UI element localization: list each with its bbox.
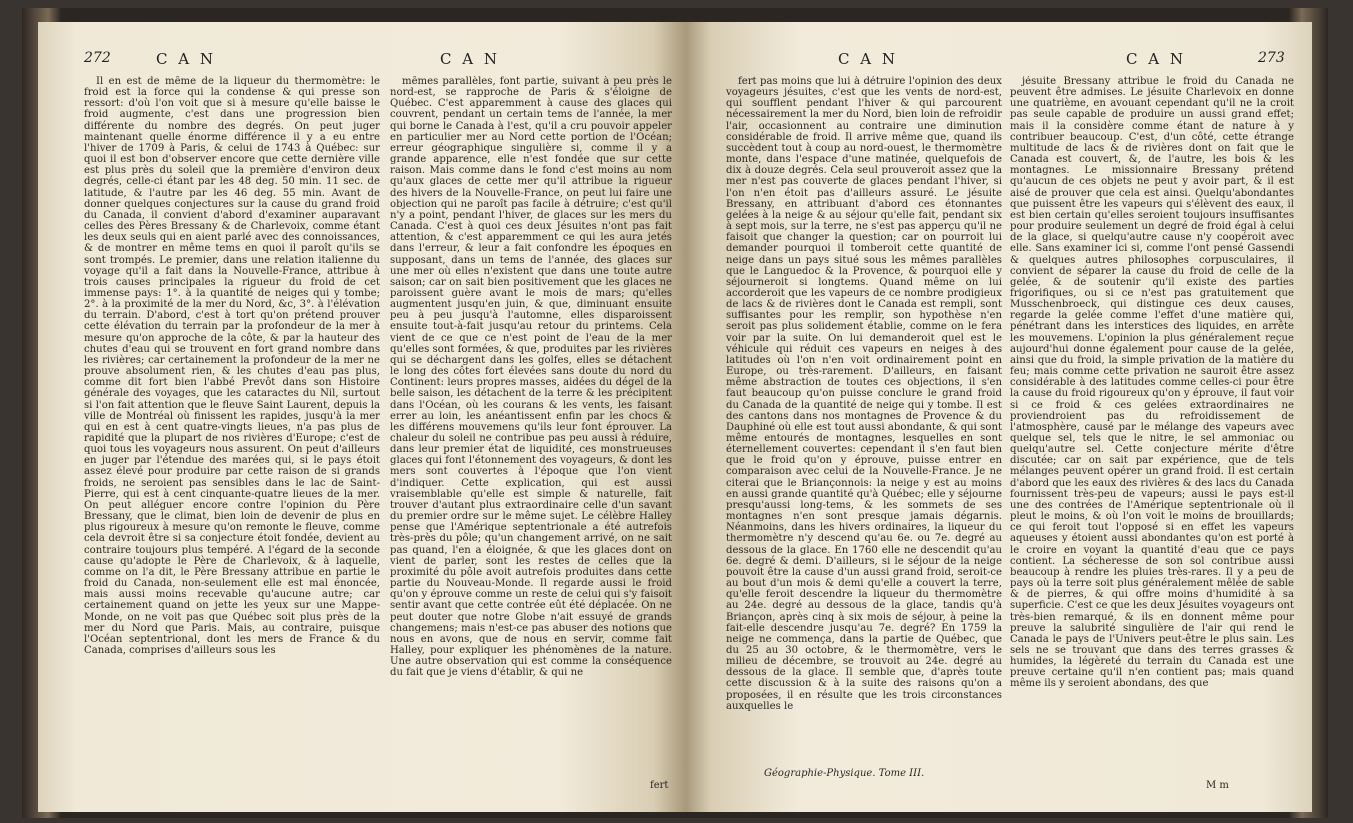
- right-page: [686, 22, 1312, 812]
- text-block: fert pas moins que lui à détruire l'opinion des deux voyageurs jésuites, c'est que les vents de nord-est, qui soufflent pendant l'hiver & qui parcourent nécessairement la mer du Nord, bien loin de refroidir l'air, occasionnent au contraire une diminution considérable de froid. Il arrive même que, quand ils succèdent tout à coup au nord-ouest, le thermomètre monte, dans l'espace d'une matinée, quelquefois de dix à douze degrés. Cela seul prouveroit assez que la mer n'est pas couverte de glaces pendant l'hiver, si l'on n'en étoit pas d'ailleurs assuré. Le jésuite Bressany, en attribuant d'abord ces étonnantes gelées à la neige & au séjour qu'elle fait, pendant six à sept mois, sur la terre, ne s'est pas apperçu qu'il ne faisoit que changer la question; car on pourroit lui demander pourquoi il tomberoit cette quantité de neige dans un pays situé sous les mêmes parallèles que le Languedoc & la Provence, & pourquoi elle y séjourneroit si longtems. Quand même on lui accorderoit que les vapeurs de ce nombre prodigieux de lacs & de rivières dont le Canada est rempli, sont suffisantes pour les remplir, son hypothèse n'en seroit pas plus solidement établie, comme on le fera voir par la suite. On lui demanderoit quel est le véhicule qui réduit ces vapeurs en neiges à des latitudes où l'on n'en voit ordinairement point en Europe, ou très-rarement. D'ailleurs, en faisant même abstraction de toutes ces objections, il s'en faut beaucoup qu'on puisse conclure le grand froid du Canada de la quantité de neige qui y tombe. Il est des cantons dans nos montagnes de Provence & du Dauphiné où elle est tout aussi abondante, & qui sont même entourés de montagnes, lesquelles en sont éternellement couvertes: cependant il s'en faut bien que le froid qu'on y éprouve, puisse entrer en comparaison avec celui de la Nouvelle-France. Je ne citerai que le Briançonnois: la neige y est au moins en aussi grande quantité qu'à Québec; elle y séjourne presqu'aussi long-tems, & les sommets de ses montagnes n'en sont presque jamais dégarnis. Néanmoins, dans les hivers ordinaires, la liqueur du thermomètre n'y descend qu'au 6e. ou 7e. degré au dessous de la glace. En 1760 elle ne descendit qu'au 6e. degré & demi. D'ailleurs, si le séjour de la neige pouvoit être la cause d'un aussi grand froid, seroit-ce au bout d'un mois & demi qu'elle a couvert la terre, qu'elle feroit descendre la liqueur du thermomètre au 24e. degré au dessous de la glace, tandis qu'à Briançon, après cinq à six mois de séjour, à peine la fait-elle descendre jusqu'au 7e. degré? En 1759 la neige ne commença, dans la partie de Québec, que du 25 au 30 octobre, & le thermomètre, vers le milieu de décembre, se trouvoit au 24e. degré au dessous de la glace. Il semble que, d'après toute cette discussion & à la suite des raisons qu'on a proposées, il en résulte que les trois circonstances auxquelles le: [726, 76, 1002, 712]
- running-head-right-col1: C A N: [838, 50, 898, 68]
- left-page: [38, 22, 686, 812]
- text-block: mêmes parallèles, font partie, suivant à peu près le nord-est, se rapproche de Paris & s'éloigne de Québec. C'est apparemment à cause des glaces qui couvrent, pendant un certain tems de l'année, la mer qui borne le Canada à l'est, qu'il a cru pouvoir appeler en particulier mer au Nord cette portion de l'Océan; erreur géographique singulière si, comme il y a grande apparence, elle n'est fondée que sur cette raison. Mais comme dans le fond c'est moins au nom qu'aux glaces de cette mer qu'il attribue la rigueur des hivers de la Nouvelle-France, on peut lui faire une objection qui ne paroît pas facile à détruire; c'est qu'il n'y a point, pendant l'hiver, de glaces sur les mers du Canada. C'est à quoi ces deux Jésuites n'ont pas fait attention, & c'est apparemment ce qui les aura jetés dans l'erreur, & leur a fait confondre les époques en supposant, dans un tems de l'année, des glaces sur une mer où elles n'existent que dans une toute autre saison; car on sait bien positivement que les glaces ne paroissent guère avant le mois de mars; qu'elles augmentent jusqu'en juin, & que, diminuant ensuite peu à peu jusqu'à l'automne, elles disparoissent ensuite tout-à-fait jusqu'au retour du printems. Cela vient de ce que ce n'est point de l'eau de la mer qu'elles sont formées, & que, produites par les rivières qui se déchargent dans les golfes, elles se détachent le long des côtes fort élevées sans doute du nord du Continent: leurs propres masses, aidées du dégel de la belle saison, les détachent de la terre & les précipitent dans l'Océan, où les courans & les vents, les faisant errer au loin, les anéantissent enfin par les chocs & les différens mouvemens qu'ils leur font éprouver. La chaleur du soleil ne contribue pas peu aussi à réduire, dans leur premier état de liquidité, ces monstrueuses glaces qui font l'étonnement des voyageurs, & dont les mers sont couvertes à l'époque que l'on vient d'indiquer. Cette explication, qui est aussi vraisemblable qu'elle est simple & naturelle, fait trouver d'autant plus extraordinaire celle d'un savant du premier ordre sur le même sujet. Le célèbre Halley pense que l'Amérique septentrionale a été autrefois très-près du pôle; qu'un changement arrivé, on ne sait pas quand, l'en a éloignée, & que les glaces dont on vient de parler, sont les restes de celles que la proximité du pôle avoit autrefois produites dans cette partie du Nouveau-Monde. Il regarde aussi le froid qu'on y éprouve comme un reste de celui qui s'y faisoit sentir avant que cette contrée eût été déplacée. On ne peut douter que notre Globe n'ait essuyé de grands changemens; mais n'est-ce pas abuser des notions que nous en avons, que de nous en servir, comme fait Halley, pour expliquer les phénomènes de la nature. Une autre observation qui est comme la conséquence du fait que je viens d'établir, & qui ne: [390, 76, 672, 679]
- open-book: [22, 8, 1328, 818]
- text-block: jésuite Bressany attribue le froid du Canada ne peuvent être admises. Le jésuite Charlevoix en donne une quatrième, en avouant cependant qu'il ne la croit pas seule capable de produire un aussi grand effet; mais il la considère comme étant de nature à y contribuer beaucoup. C'est, d'un côté, cette étrange multitude de lacs & de rivières dont on fait que le Canada est couvert, &, de l'autre, les bois & les montagnes. Le missionnaire Bressany prétend qu'aucun de ces objets ne peut y avoir part, & il est aisé de prouver que cela est ainsi. Quelqu'abondantes que puissent être les vapeurs qui s'élèvent des eaux, il est bien certain qu'elles seroient toujours insuffisantes pour produire seulement un degré de froid égal à celui de la glace, si quelqu'autre cause n'y coopéroit avec elle. Sans examiner ici si, comme l'ont pensé Gassendi & quelques autres philosophes corpusculaires, il convient de séparer la cause du froid de celle de la gelée, & de soutenir qu'il existe des parties frigorifiques, ou si ce n'est pas gratuitement que Musschenbroeck, qui distingue ces deux causes, regarde la gelée comme l'effet d'une matière qui, pénétrant dans les interstices des liquides, en arrête les mouvemens. L'opinion la plus généralement reçue aujourd'hui donne également pour cause de la gelée, ainsi que du froid, la simple privation de la matière du feu; mais comme cette privation ne sauroit être assez considérable à des latitudes comme celles-ci pour être la cause du froid rigoureux qu'on y éprouve, il faut voir si ce froid & ces gelées extraordinaires ne proviendroient pas du refroidissement de l'atmosphère, causé par le mélange des vapeurs avec quelque sel, tels que le nitre, le sel ammoniac ou quelqu'autre sel. Cette conjecture mérite d'être discutée; car on sait par expérience, que de tels mélanges peuvent opérer un grand froid. Il est certain d'abord que les eaux des rivières & des lacs du Canada fournissent très-peu de vapeurs; aussi le pays est-il une des contrées de l'Amérique septentrionale où il pleut le moins, & où l'on voit le moins de brouillards; ce qui feroit tout l'opposé si en effet les vapeurs aqueuses y étoient aussi abondantes qu'on est porté à le croire en voyant la quantité d'eau que ce pays contient. La sécheresse de son sol contribue aussi beaucoup à rendre les pluies très-rares. Il y a peu de pays où la terre soit plus généralement mêlée de sable & de pierres, & qui offre moins d'humidité à sa superficie. C'est ce que les deux Jésuites voyageurs ont très-bien remarqué, & ils en donnent même pour preuve la salubrité singulière de l'air qui rend le Canada le pays de l'Univers peut-être le plus sain. Les sels ne se trouvant que dans des terres grasses & humides, la légèreté du terrain du Canada est une preuve certaine qu'il n'en contient pas; mais quand même ils y seroient abondans, des que: [1010, 76, 1294, 690]
- right-page-column-1: [726, 76, 1002, 764]
- running-head-right-col2: C A N: [1126, 50, 1186, 68]
- right-page-column-2: [1010, 76, 1294, 776]
- running-head-left-col1: C A N: [156, 50, 216, 68]
- running-head-left-col2: C A N: [440, 50, 500, 68]
- signature-mark: M m: [1206, 780, 1229, 791]
- page-number-left: 272: [84, 50, 111, 66]
- left-page-column-1: [84, 76, 380, 776]
- page-number-right: 273: [1258, 50, 1285, 66]
- page-footer: Géographie-Physique. Tome III.: [764, 768, 925, 779]
- left-page-column-2: [390, 76, 672, 776]
- catchword: fert: [650, 780, 669, 791]
- text-block: Il en est de même de la liqueur du thermomètre: le froid est la force qui la condense & qui presse son ressort: d'où l'on voit que si à mesure qu'elle baisse le froid augmente, c'est dans une progression bien différente du nombre des degrés. On peut juger maintenant quelle énorme différence il y a eu entre l'hiver de 1709 à Paris, & celui de 1743 à Québec: sur quoi il est bon d'observer encore que cette dernière ville est plus près du soleil que la première d'environ deux degrés, celle-ci étant par les 48 deg. 50 min. 11 sec. de latitude, & l'autre par les 46 deg. 55 min. Avant de donner quelques conjectures sur la cause du grand froid du Canada, il convient d'abord d'examiner auparavant celles des Pères Bressany & de Charlevoix, comme étant les deux seuls qui en aient parlé avec des connoissances, & de montrer en même tems en quoi il paroît qu'ils se sont trompés. Le premier, dans une relation italienne du voyage qu'il a fait dans la Nouvelle-France, attribue à trois causes principales la rigueur du froid de cet immense pays: 1°. à la quantité de neiges qui y tombe; 2°. à la proximité de la mer du Nord, &c, 3°. à l'élévation du terrain. D'abord, c'est à tort qu'on prétend prouver cette élévation du terrain par la profondeur de la mer à mesure qu'on approche de la côte, & par la hauteur des chutes d'eau qui se trouvent en fort grand nombre dans les rivières; car certainement la profondeur de la mer ne prouve absolument rien, & les chutes d'eau pas plus, comme dit fort bien l'abbé Prevôt dans son Histoire générale des voyages, que les cataractes du Nil, surtout si l'on fait attention que le fleuve Saint Laurent, depuis la ville de Montréal où finissent les rapides, jusqu'à la mer qui en est à cent quatre-vingts lieues, n'a pas plus de rapidité que la plupart de nos rivières d'Europe; c'est de quoi tous les voyageurs nous assurent. On peut d'ailleurs en juger par l'étendue des marées qui, si le pays étoit assez élevé pour produire par cette raison de si grands froids, ne seroient pas sensibles dans le lac de Saint-Pierre, qui est à cent cinquante-quatre lieues de la mer. On peut alléguer encore contre l'opinion du Père Bressany, que le climat, bien loin de devenir de plus en plus rigoureux à mesure qu'on remonte le fleuve, comme cela devroit être si sa conjecture étoit fondée, devient au contraire toujours plus tempéré. A l'égard de la seconde cause qu'adopte le Père de Charlevoix, & à laquelle, comme on l'a dit, le Père Bressany attribue en partie le froid du Canada, non-seulement elle est mal énoncée, mais aussi moins recevable qu'aucune autre; car certainement quand on jette les yeux sur une Mappe-Monde, on ne voit pas que Québec soit plus près de la mer du Nord que Paris. Mais, au contraire, puisque l'Océan septentrional, dont les mers de France & du Canada, comprises d'ailleurs sous les: [84, 76, 380, 656]
